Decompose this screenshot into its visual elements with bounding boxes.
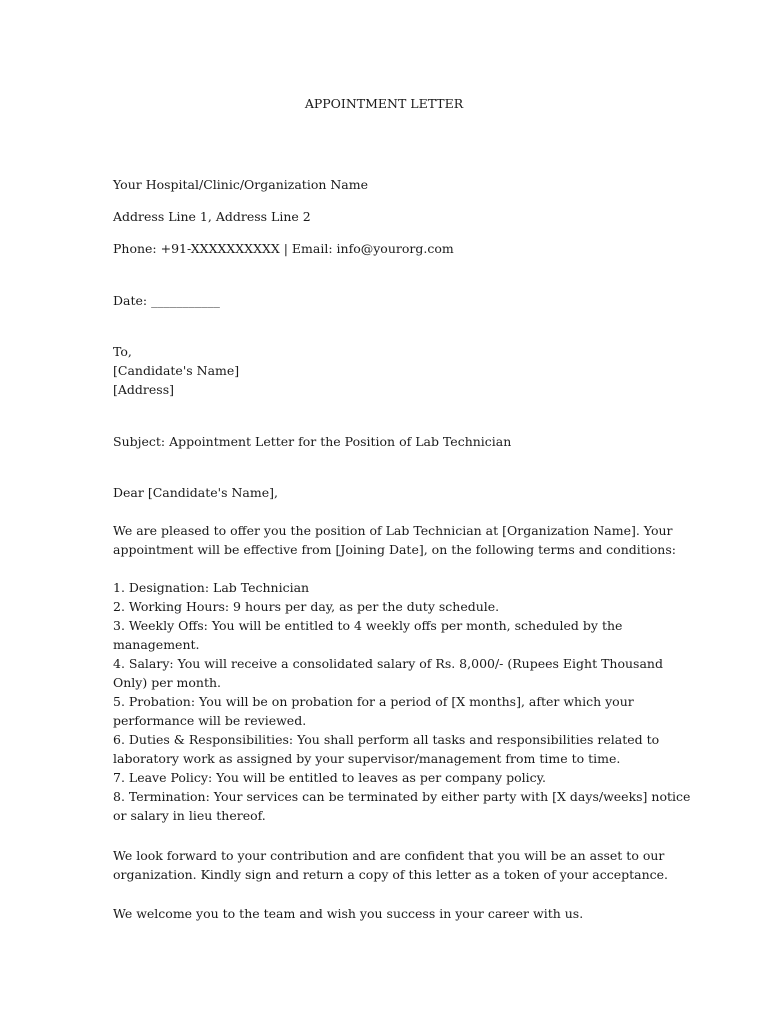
intro-line: We are pleased to offer you the position of Lab Technician at [Organization Name]. Your <box>113 523 673 538</box>
term-line: laboratory work as assigned by your supervisor/management from time to time. <box>113 751 621 766</box>
organization-contact: Phone: +91-XXXXXXXXXX | Email: info@yourorg.com <box>113 241 454 256</box>
intro-paragraph <box>113 521 676 559</box>
closing-line: We look forward to your contribution and are confident that you will be an asset to our <box>113 848 665 863</box>
subject-line: Subject: Appointment Letter for the Position of Lab Technician <box>113 434 512 449</box>
recipient-address: [Address] <box>113 382 174 397</box>
term-line: Only) per month. <box>113 675 222 690</box>
term-line: 2. Working Hours: 9 hours per day, as per the duty schedule. <box>113 599 500 614</box>
organization-name: Your Hospital/Clinic/Organization Name <box>113 177 369 192</box>
term-line: 4. Salary: You will receive a consolidated salary of Rs. 8,000/- (Rupees Eight Thousand <box>113 656 663 671</box>
term-line: management. <box>113 637 200 652</box>
term-line: 7. Leave Policy: You will be entitled to leaves as per company policy. <box>113 770 546 785</box>
salutation: Dear [Candidate's Name], <box>113 485 278 500</box>
date-line: Date: ___________ <box>113 293 220 308</box>
term-line: performance will be reviewed. <box>113 713 307 728</box>
letter-title: APPOINTMENT LETTER <box>304 96 464 111</box>
closing-line: organization. Kindly sign and return a copy of this letter as a token of your acceptance. <box>113 867 669 882</box>
recipient-to: To, <box>113 344 132 359</box>
welcome-line: We welcome you to the team and wish you success in your career with us. <box>113 906 584 921</box>
organization-address: Address Line 1, Address Line 2 <box>113 209 311 224</box>
term-line: or salary in lieu thereof. <box>113 808 266 823</box>
recipient-block <box>113 342 239 399</box>
term-line: 5. Probation: You will be on probation for a period of [X months], after which your <box>113 694 634 709</box>
terms-list <box>113 578 690 825</box>
term-line: 8. Termination: Your services can be terminated by either party with [X days/weeks] notice <box>113 789 691 804</box>
term-line: 1. Designation: Lab Technician <box>113 580 310 595</box>
intro-line: appointment will be effective from [Joining Date], on the following terms and conditions: <box>113 542 676 557</box>
term-line: 6. Duties & Responsibilities: You shall perform all tasks and responsibilities related to <box>113 732 660 747</box>
term-line: 3. Weekly Offs: You will be entitled to 4 weekly offs per month, scheduled by the <box>113 618 623 633</box>
closing-paragraph <box>113 846 668 884</box>
recipient-name: [Candidate's Name] <box>113 363 240 378</box>
